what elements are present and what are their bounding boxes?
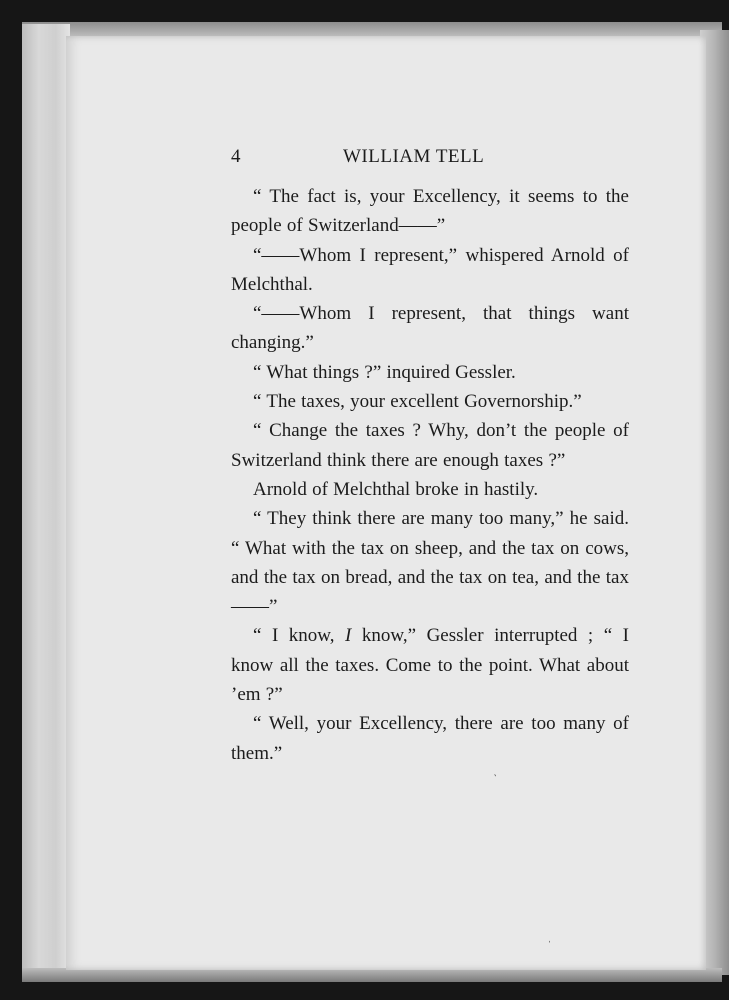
paragraph: Arnold of Melchthal broke in hastily. [253,478,539,500]
paragraph: “ What things ?” inquired Gessler. [253,361,516,383]
paragraph: “ They think there are many too many,” he said. “ What with the tax on sheep, and the tax on cows, and the tax on bread, and the tax on tea, and the tax——” [231,508,629,618]
page-number: 4 [231,146,241,167]
paragraph: “——Whom I represent,” whispered Arnold of Melchthal. [231,244,629,295]
ink-speck: ‵ [494,774,497,785]
paragraph: “——Whom I represent, that things want changing.” [231,303,629,354]
running-head [231,146,629,172]
emphasis-italic: I [345,625,352,647]
book-cover-bottom-edge [22,968,722,982]
book-cover-left-edge [22,24,70,980]
paragraph: “ The fact is, your Excellency, it seems to the people of Switzerland——” [231,186,629,237]
paragraph: “ Well, your Excellency, there are too many of them.” [231,713,629,764]
ink-speck: ˈ [548,940,552,951]
paragraph-italic-emphasis: “ I know, I know,” Gessler interrupted ; “ I know all the taxes. Come to the point. What about ’em ?” [231,625,629,706]
paragraph: “ Change the taxes ? Why, don’t the people of Switzerland think there are enough taxes ?” [231,420,629,471]
body-text [231,182,629,768]
running-title: WILLIAM TELL [343,146,485,167]
paragraph: “ The taxes, your excellent Governorship.” [253,391,582,413]
